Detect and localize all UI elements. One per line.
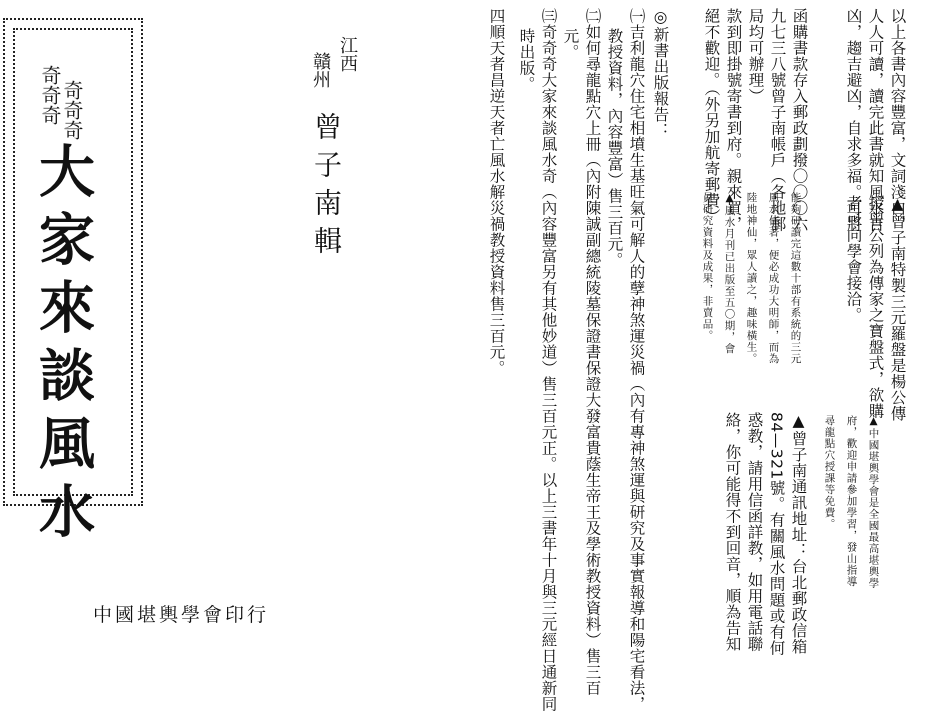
new-books-heading: ◎新書出版報告：: [651, 8, 670, 139]
author-province: 江西: [337, 36, 358, 72]
qi-left: 奇奇奇: [38, 65, 62, 125]
new-book-line: 元。: [561, 28, 580, 60]
note-line: 授曾公列為傳家之寶盤式，欲購: [866, 195, 885, 419]
note-small-line: 風水佳著，便必成功大明師，而為: [767, 192, 780, 365]
note-line: 款到即掛號寄書到府。親來買，: [724, 8, 743, 232]
contact-line: 絡，你可能得不到回音，順為告知: [723, 412, 742, 652]
new-book-line: ㈠吉利龍穴住宅相墳生基旺氣可解人的孽神煞運災禍（內有專神煞運與研究及事實報導和陽宅看法，: [627, 8, 646, 712]
new-book-line: ㈢奇奇奇大家來談風水奇（內容豐富另有其他妙道）售三百元正。以上三書年十月與三元經日通新同: [539, 8, 558, 712]
note-small-line: 尋龍點穴授課等免費。: [823, 415, 836, 530]
imprint: 中國堪輿學會印行: [93, 604, 270, 626]
author-city: 贛州: [310, 52, 331, 88]
note-line: 者可向學會接洽。: [844, 195, 863, 323]
note-small-line: 員研究資料及成果，非賣品。: [701, 192, 714, 342]
note-line: 人人可讀，讀完此書就知風水吉: [866, 8, 885, 232]
contact-line: ▲曾子南通訊地址：台北郵政信箱: [789, 412, 808, 655]
book-title: 大家來談風水: [30, 142, 96, 550]
note-line: 九七三八號曾子南帳戶（各地郵: [768, 8, 787, 232]
note-line: ▲曾子南特製三元羅盤是楊公傳: [888, 195, 907, 422]
note-line: 函購書款存入郵政劃撥〇〇〇六: [790, 8, 809, 232]
new-book-line: 教授資料，內容豐富）售三百元。: [605, 28, 624, 268]
note-small-line: 陸地神仙，眾人讀之，趣味橫生。: [745, 192, 758, 365]
contact-line: 惑教，請用信函詳教，如用電話聯: [745, 412, 764, 652]
contact-line: 84—321號。有關風水問題或有何: [767, 412, 786, 656]
note-small-line: ▲風水月刊已出版至五〇期，會: [723, 192, 736, 355]
new-book-line: 四順天者昌逆天者亡風水解災禍教授資料售三百元。: [487, 8, 506, 376]
note-small-line: 能夠研讀完這數十部有系統的三元: [789, 192, 802, 365]
new-book-line: 時出版。: [517, 28, 536, 92]
note-small-line: ▲中國堪輿學會是全國最高堪輿學: [867, 415, 880, 589]
author-name: 曾子南輯: [310, 112, 343, 264]
note-line: 以上各書內容豐富，文詞淺白，: [888, 8, 907, 232]
new-book-line: ㈡如何尋龍點穴上冊（內附陳誠副總統陵墓保證書保證大發富貴蔭生帝王及學術教授資料）售三百: [583, 8, 602, 696]
note-line: 局均可辦理）: [746, 8, 765, 104]
note-line: 絕不歡迎。（外另加航寄郵費）: [702, 8, 721, 225]
qi-right: 奇奇奇: [60, 80, 84, 140]
note-small-line: 府，歡迎申請參加學習，發山指導: [845, 415, 858, 588]
note-line: 凶，趨吉避凶，自求多福。可將: [844, 8, 863, 232]
